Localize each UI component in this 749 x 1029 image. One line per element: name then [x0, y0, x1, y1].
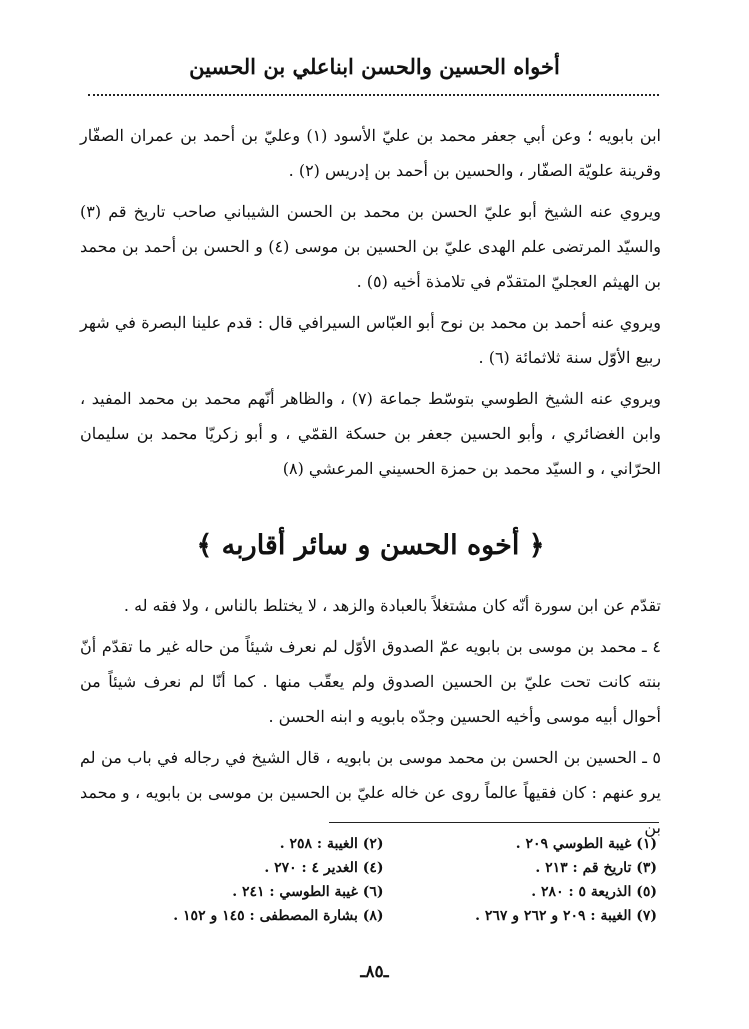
header-dotted-rule: [88, 94, 659, 96]
paragraph-3: ويروي عنه أحمد بن محمد بن نوح أبو العبّاس السيرافي قال : قدم علينا البصرة في شهر ربيع الأوّل سنة ثلاثمائة (٦) .: [80, 313, 661, 367]
footnote-4: (٤) الغدير ٤ : ٢٧٠ .: [264, 860, 384, 876]
footnotes: [140, 836, 657, 924]
footnote-7: (٧) الغيبة : ٢٠٩ و ٢٦٢ و ٢٦٧ .: [475, 908, 657, 924]
paragraph-5: تقدّم عن ابن سورة أنّه كان مشتغلاً بالعبادة والزهد ، لا يختلط بالناس ، ولا فقه له .: [123, 596, 661, 615]
footnote-3: (٣) تاريخ قم : ٢١٣ .: [535, 860, 657, 876]
main-text-block-1: [80, 118, 661, 492]
footnote-1: (١) غيبة الطوسي ٢٠٩ .: [515, 836, 657, 852]
page-number: ـ٨٥ـ: [360, 962, 389, 982]
footnote-separator: [329, 822, 659, 823]
running-header: أخواه الحسين والحسن ابناعلي بن الحسين: [189, 54, 560, 79]
footnote-2: (٢) الغيبة : ٢٥٨ .: [279, 836, 384, 852]
paragraph-6: ٤ ـ محمد بن موسى بن بابويه عمّ الصدوق الأوّل لم نعرف شيئاً من حاله غير ما تقدّم أنّ بنته كانت تحت عليّ بن الحسين الصدوق ولم يعقّب منها . كما أنّا لم نعرف شيئاً من أحوال أبيه موسى وأخيه الحسين وجدّه بابويه و ابنه الحسن .: [80, 637, 661, 726]
paragraph-4: ويروي عنه الشيخ الطوسي بتوسّط جماعة (٧) ، والظاهر أنّهم محمد بن محمد المفيد ، وابن الغضائري ، وأبو الحسين جعفر بن حسكة القمّي ، و أبو زكريّا محمد بن سليمان الحرّاني ، و السيّد محمد بن حمزة الحسيني المرعشي (٨): [80, 389, 662, 478]
footnote-8: (٨) بشارة المصطفى : ١٤٥ و ١٥٢ .: [173, 908, 384, 924]
paragraph-7: ٥ ـ الحسين بن الحسن بن محمد موسى بن بابويه ، قال الشيخ في رجاله في باب من لم يرو عنهم : كان فقيهاً عالماً روى عن خاله عليّ بن الحسين بن موسى بن بابويه ، و محمد بن: [80, 748, 661, 837]
paragraph-2: ويروي عنه الشيخ أبو عليّ الحسن بن محمد بن الحسن الشيباني صاحب تاريخ قم (٣) والسيّد المرتضى علم الهدى عليّ بن الحسين بن موسى (٤) و الحسن بن أحمد بن محمد بن الهيثم العجليّ المتقدّم في تلامذة أخيه (٥) .: [80, 202, 661, 291]
section-heading: ﴿ أخوه الحسن و سائر أقاربه ﴾: [196, 530, 545, 561]
paragraph-1: ابن بابويه ؛ وعن أبي جعفر محمد بن عليّ الأسود (١) وعليّ بن أحمد بن عمران الصفّار وقرينة علويّة الصفّار ، والحسين بن أحمد بن إدريس (٢) .: [80, 126, 661, 180]
footnote-5: (٥) الذريعة ٥ : ٢٨٠ .: [531, 884, 657, 900]
footnote-6: (٦) غيبة الطوسي : ٢٤١ .: [232, 884, 384, 900]
main-text-block-2: [80, 588, 661, 851]
